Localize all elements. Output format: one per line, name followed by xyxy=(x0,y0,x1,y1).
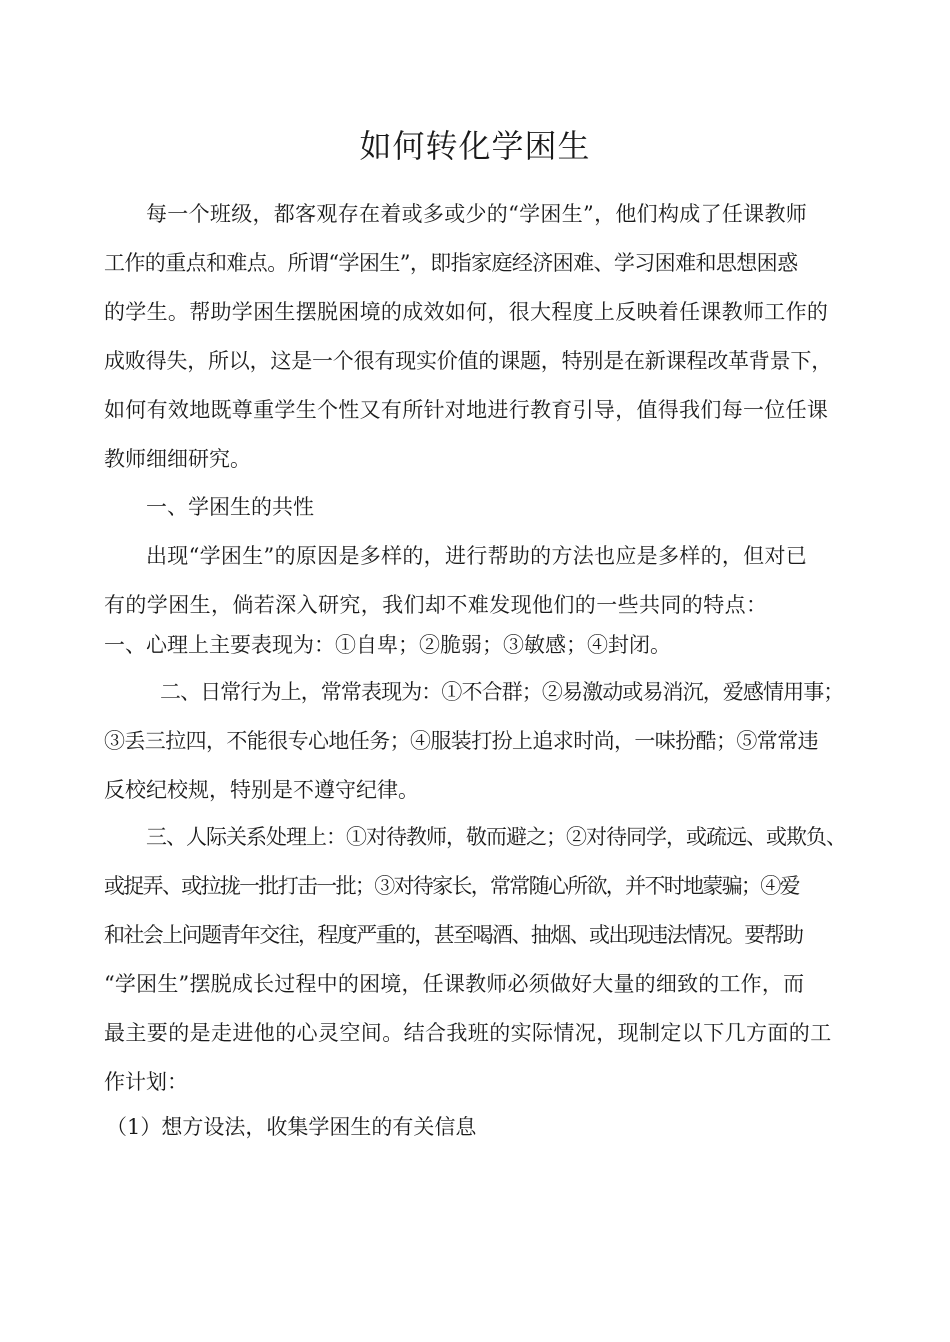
paragraph-line: 一、心理上主要表现为：①自卑；②脆弱；③敏感；④封闭。 xyxy=(104,633,671,657)
paragraph-line: 如何有效地既尊重学生个性又有所针对地进行教育引导，值得我们每一位任课 xyxy=(104,398,829,422)
paragraph-line: 工作的重点和难点。所谓“学困生”，即指家庭经济困难、学习困难和思想困惑 xyxy=(104,251,798,275)
paragraph-line: 成败得失，所以，这是一个很有现实价值的课题，特别是在新课程改革背景下， xyxy=(104,349,832,373)
document-title: 如何转化学困生 xyxy=(359,127,591,165)
paragraph-line: 的学生。帮助学困生摆脱困境的成效如何，很大程度上反映着任课教师工作的 xyxy=(104,300,829,324)
paragraph-line: 反校纪校规，特别是不遵守纪律。 xyxy=(104,778,419,802)
paragraph-line: 出现“学困生”的原因是多样的，进行帮助的方法也应是多样的，但对已 xyxy=(146,544,808,568)
paragraph-line: “学困生”摆脱成长过程中的困境，任课教师必须做好大量的细致的工作，而 xyxy=(104,972,805,996)
paragraph-line: 每一个班级，都客观存在着或多或少的“学困生”，他们构成了任课教师 xyxy=(146,202,808,226)
paragraph-line: 最主要的是走进他的心灵空间。结合我班的实际情况，现制定以下几方面的工 xyxy=(104,1021,832,1045)
paragraph-line: 有的学困生，倘若深入研究，我们却不难发现他们的一些共同的特点： xyxy=(104,593,768,617)
paragraph-line: 三、人际关系处理上：①对待教师，敬而避之；②对待同学，或疏远、或欺负、 xyxy=(146,825,846,849)
paragraph-line: 作计划： xyxy=(104,1070,188,1094)
paragraph-line: 和社会上问题青年交往，程度严重的，甚至喝酒、抽烟、或出现违法情况。要帮助 xyxy=(104,923,803,947)
paragraph-line: 或捉弄、或拉拢一批打击一批；③对待家长，常常随心所欲，并不时地蒙骗；④爱 xyxy=(104,874,799,898)
paragraph-line: （1）想方设法，收集学困生的有关信息 xyxy=(106,1115,477,1139)
paragraph-line: ③丢三拉四，不能很专心地任务；④服装打扮上追求时尚，一味扮酷；⑤常常违 xyxy=(104,729,818,753)
paragraph-line: 二、日常行为上，常常表现为：①不合群；②易激动或易消沉，爱感情用事； xyxy=(160,680,844,704)
paragraph-line: 教师细细研究。 xyxy=(104,447,251,471)
section-heading: 一、学困生的共性 xyxy=(146,495,314,519)
